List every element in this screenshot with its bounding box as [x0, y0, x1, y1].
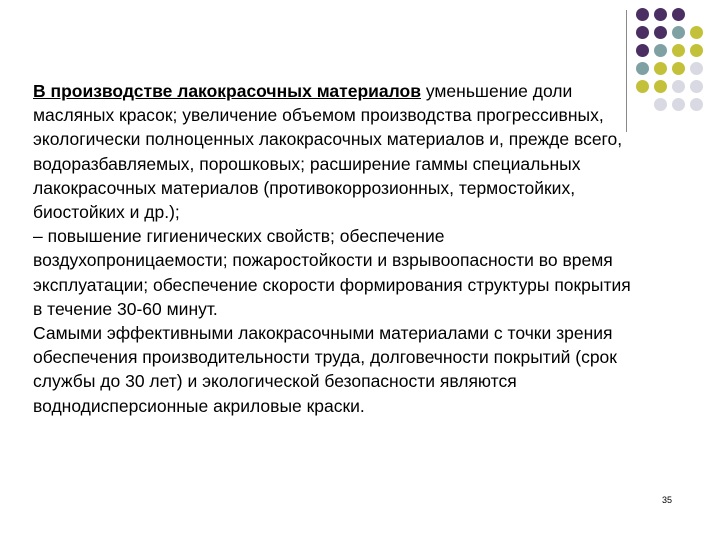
- slide-body-text: [33, 79, 633, 418]
- lead-phrase: В производстве лакокрасочных материалов: [33, 81, 421, 101]
- decorative-dot: [636, 62, 649, 75]
- decorative-dot: [672, 44, 685, 57]
- decorative-dot: [654, 26, 667, 39]
- decorative-dot: [636, 44, 649, 57]
- decorative-dot: [690, 80, 703, 93]
- decorative-dot: [672, 80, 685, 93]
- paragraph-3: Самыми эффективными лакокрасочными материалами с точки зрения обеспечения производительности труда, долговечности покрытий (срок службы до 30 лет) и экологической безопасности являются воднодисперсионные акриловые краски.: [33, 323, 617, 416]
- decorative-dot: [672, 62, 685, 75]
- decorative-dot: [636, 26, 649, 39]
- decorative-dot-grid: [636, 8, 708, 118]
- decorative-dot: [672, 8, 685, 21]
- page-number: 35: [662, 495, 673, 505]
- decorative-dot: [690, 44, 703, 57]
- decorative-dot: [690, 62, 703, 75]
- paragraph-1: уменьшение доли масляных красок; увеличение объемом производства прогрессивных, экологически полноценных лакокрасочных материалов и, прежде всего, водоразбавляемых, порошковых; расширение гаммы специальных лакокрасочных материалов (противокоррозионных, термостойких, биостойких и др.);: [33, 81, 623, 223]
- decorative-dot: [690, 26, 703, 39]
- decorative-dot: [636, 80, 649, 93]
- decorative-dot: [672, 98, 685, 111]
- paragraph-2: – повышение гигиенических свойств; обеспечение воздухопроницаемости; пожаростойкости и взрывоопасности во время эксплуатации; обеспечение скорости формирования структуры покрытия в течение 30-60 минут.: [33, 226, 631, 319]
- decorative-dot: [672, 26, 685, 39]
- decorative-dot: [654, 80, 667, 93]
- decorative-dot: [654, 98, 667, 111]
- decorative-dot: [654, 8, 667, 21]
- decorative-dot: [690, 98, 703, 111]
- decorative-dot: [654, 44, 667, 57]
- decorative-dot: [636, 8, 649, 21]
- decorative-dot: [654, 62, 667, 75]
